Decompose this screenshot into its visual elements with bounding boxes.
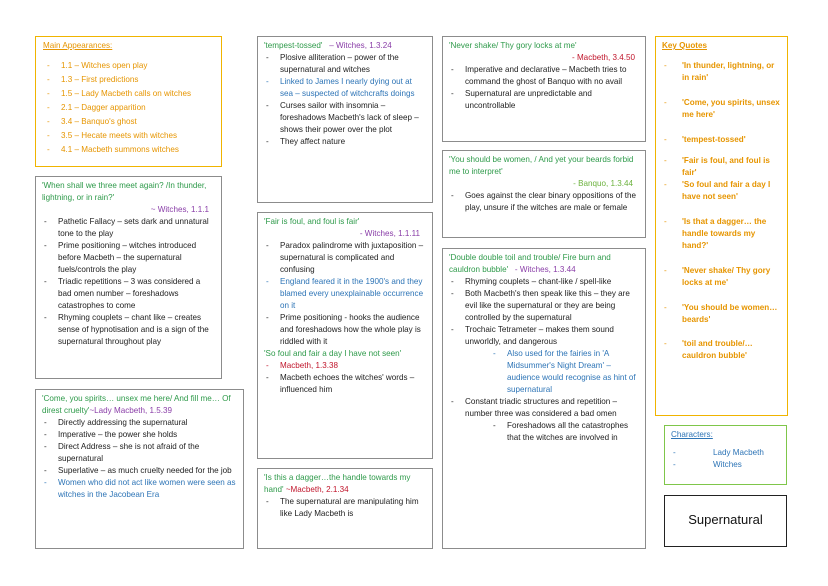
list-item: - 1.3 – First predictions [43, 74, 214, 86]
quote-attribution: - Macbeth, 3.4.50 [572, 52, 635, 62]
quote-attribution: ~Macbeth, 2.1.34 [285, 484, 349, 494]
come-spirits-box [35, 389, 244, 549]
context-item: - Linked to James I nearly dying out at sea – suspected of witchcrafts doings [264, 76, 426, 100]
list-item: - Both Macbeth's then speak like this – they are evil like the supernatural or they are being controlled by the supernatural [449, 288, 639, 324]
list-item: - 3.5 – Hecate meets with witches [43, 130, 214, 142]
tempest-box [257, 36, 433, 203]
list-item: - Goes against the clear binary oppositions of the play, unsure if the witches are male or female [449, 190, 639, 214]
analysis-list [449, 190, 639, 214]
dagger-box [257, 468, 433, 549]
quote-text: 'tempest-tossed' [264, 41, 323, 50]
topic-label-box [664, 495, 787, 547]
quote-text-2: 'So foul and fair a day I have not seen' [264, 348, 402, 358]
list-item: - Imperative – the power she holds [42, 429, 237, 441]
list-item: - Rhyming couplets – chant like – creates sense of hypnotisation and is a sign of the supernatural throughout play [42, 312, 215, 348]
double-toil-box [442, 248, 646, 549]
characters-box [664, 425, 787, 485]
key-quote-item: - 'Fair is foul, and foul is fair' [662, 155, 781, 179]
key-quotes-box [655, 36, 788, 416]
list-item: - Imperative and declarative – Macbeth tries to command the ghost of Banquo with no avail [449, 64, 639, 88]
quote-attribution: - Witches, 1.1.11 [359, 228, 420, 238]
analysis-list [264, 240, 426, 348]
context-item: - Also used for the fairies in 'A Midsummer's Night Dream' – audience would recognise as hint of supernatural [449, 348, 639, 396]
key-quote-item: - 'Is that a dagger… the handle towards my hand?' [662, 216, 781, 252]
be-women-box [442, 150, 646, 238]
quote-attribution: ~Lady Macbeth, 1.5.39 [89, 405, 173, 415]
context-item: - England feared it in the 1900's and they blamed every unexplainable occurrence on it [264, 276, 426, 312]
key-quote-item: - 'So foul and fair a day I have not seen' [662, 179, 781, 203]
key-quote-item: - 'In thunder, lightning, or in rain' [662, 60, 781, 84]
quote-text: 'Fair is foul, and foul is fair' [264, 217, 360, 226]
list-item: - Prime positioning - hooks the audience and foreshadows how the whole play is riddled with it [264, 312, 426, 348]
quote-attribution-2: - Macbeth, 1.3.38 [264, 360, 426, 372]
context-item: - Women who did not act like women were seen as witches in the Jacobean Era [42, 477, 237, 501]
characters-list [671, 447, 780, 471]
quote-heading [264, 40, 426, 52]
key-quote-item: - 'Come, you spirits, unsex me here' [662, 97, 781, 121]
list-item: - Prime positioning – witches introduced before Macbeth – the supernatural fuels/controls the play [42, 240, 215, 276]
key-quotes-list [662, 60, 781, 362]
quote-attribution: ~ Witches, 1.1.1 [150, 204, 209, 214]
quote-text: 'Come, you spirits… unsex me here/ And fill me… Of direst cruelty'~Lady Macbeth, 1.5.39 [42, 394, 231, 415]
key-quote-item: - 'Never shake/ Thy gory locks at me' [662, 265, 781, 289]
list-item: - Constant triadic structures and repetition – number three was considered a bad omen [449, 396, 639, 420]
list-item: - Pathetic Fallacy – sets dark and unnatural tone to the play [42, 216, 215, 240]
list-item: - Curses sailor with insomnia – foreshadows Macbeth's lack of sleep – shows their power over the plot [264, 100, 426, 136]
key-quote-item: - 'tempest-tossed' [662, 134, 781, 146]
key-quote-item: - 'toil and trouble/… cauldron bubble' [662, 338, 781, 362]
quote-attribution: - Banquo, 1.3.44 [573, 178, 633, 188]
quote-text: 'Is this a dagger…the handle towards my hand' ~Macbeth, 2.1.34 [264, 473, 411, 494]
quote-text: 'When shall we three meet again? /In thunder, lightning, or in rain?' [42, 181, 207, 202]
list-item: - Foreshadows all the catastrophes that the witches are involved in [449, 420, 639, 444]
characters-title: Characters: [671, 430, 713, 439]
analysis-list-2 [264, 360, 426, 396]
list-item: - Plosive alliteration – power of the supernatural and witches [264, 52, 426, 76]
fair-foul-box [257, 212, 433, 459]
quote-text: 'Never shake/ Thy gory locks at me' [449, 41, 577, 50]
when-shall-box [35, 176, 222, 379]
list-item: - 3.4 – Banquo's ghost [43, 116, 214, 128]
main-appearances-box [35, 36, 222, 167]
key-quotes-title: Key Quotes [662, 41, 707, 50]
list-item: - Supernatural are unpredictable and uncontrollable [449, 88, 639, 112]
list-item: - They affect nature [264, 136, 426, 148]
list-item: - 2.1 – Dagger apparition [43, 102, 214, 114]
analysis-list [42, 216, 215, 348]
list-item: - 4.1 – Macbeth summons witches [43, 144, 214, 156]
character-item: - Lady Macbeth [671, 447, 780, 459]
quote-attribution: - Witches, 1.3.44 [514, 264, 576, 274]
key-quote-item: - 'You should be women… beards' [662, 302, 781, 326]
quote-text: 'Double double toil and trouble/ Fire burn and cauldron bubble' - Witches, 1.3.44 [449, 253, 611, 274]
quote-attribution: – Witches, 1.3.24 [329, 41, 392, 50]
list-item: - The supernatural are manipulating him like Lady Macbeth is [264, 496, 426, 520]
character-item: - Witches [671, 459, 780, 471]
main-appearances-list [43, 60, 214, 156]
analysis-list [449, 276, 639, 444]
list-item: - 1.5 – Lady Macbeth calls on witches [43, 88, 214, 100]
main-appearances-title: Main Appearances: [43, 41, 113, 50]
never-shake-box [442, 36, 646, 142]
list-item: - Directly addressing the supernatural [42, 417, 237, 429]
topic-label: Supernatural [688, 512, 763, 527]
list-item: - Direct Address – she is not afraid of the supernatural [42, 441, 237, 465]
list-item: - Rhyming couplets – chant-like / spell-like [449, 276, 639, 288]
list-item: - Trochaic Tetrameter – makes them sound unworldly, and dangerous [449, 324, 639, 348]
analysis-list [264, 52, 426, 148]
quote-text: 'You should be women, / And yet your beards forbid me to interpret' [449, 155, 634, 176]
list-item: - Paradox palindrome with juxtaposition – supernatural is complicated and confusing [264, 240, 426, 276]
list-item: - Macbeth echoes the witches' words – influenced him [264, 372, 426, 396]
analysis-list [42, 417, 237, 501]
list-item: - Triadic repetitions – 3 was considered a bad omen number – foreshadows catastrophes to come [42, 276, 215, 312]
analysis-list [264, 496, 426, 520]
list-item: - Superlative – as much cruelty needed for the job [42, 465, 237, 477]
list-item: - 1.1 – Witches open play [43, 60, 214, 72]
analysis-list [449, 64, 639, 112]
